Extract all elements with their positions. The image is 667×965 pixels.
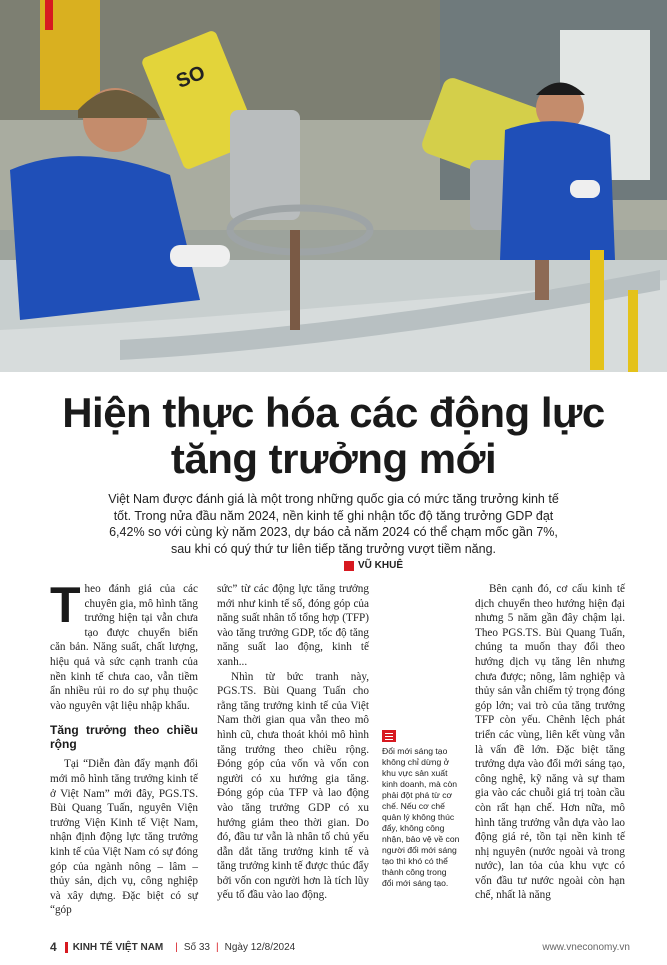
article-column-1 (50, 577, 198, 918)
pull-quote (382, 730, 460, 889)
separator: | (216, 941, 219, 953)
issue-date: Ngày 12/8/2024 (224, 941, 296, 953)
author-name: VŨ KHUÊ (358, 560, 404, 571)
paragraph: sức” từ các động lực tăng trưởng mới như kinh tế số, đóng góp của năng suất nhân tố tổng hợp (TFP) vào tăng trưởng GDP, tốc độ tăng năng suất lao động, kinh tế xanh... (217, 583, 369, 668)
paragraph: Tại “Diễn đàn đẩy mạnh đổi mới mô hình tăng trưởng kinh tế ở Việt Nam” mới đây, PGS.TS. Bùi Quang Tuấn, nguyên Viện trưởng Viện Kinh tế Việt Nam, nhận định động lực tăng trưởng kinh tế của Việt Nam có sự đóng góp của ngành nông – lâm – thủy sản, dịch vụ, công nghiệp và xây dựng. Đặc biệt có sự “góp (50, 758, 198, 917)
drop-cap: T (50, 577, 81, 633)
paragraph: Nhìn từ bức tranh này, PGS.TS. Bùi Quang Tuấn cho rằng tăng trưởng kinh tế của Việt Nam thời gian qua vẫn theo mô hình cũ, chưa thoát khỏi mô hình tăng trưởng theo chiều rộng. Đóng góp của vốn và vốn con người có xu hướng gia tăng. Đóng góp của TFP và lao động vào tăng trưởng GDP có xu hướng giảm theo thời gian. Do đó, đầu tư vẫn là nhân tố chủ yếu dẫn dắt tăng trưởng kinh tế và tăng trưởng kinh tế được thúc đẩy bởi vốn con người hơn là tích lũy yếu tố đầu vào lao động. (217, 670, 369, 902)
pull-quote-text: Đổi mới sáng tạo không chỉ dừng ở khu vực sản xuất kinh doanh, mà còn phải đột phá từ cơ chế. Nếu cơ chế quản lý không thúc đẩy, không công nhận, bảo vệ về con người đổi mới sáng tạo thì khó có thể thành công trong đổi mới sáng tạo. (382, 746, 460, 888)
page-number: 4 (50, 940, 57, 954)
article-column-2 (217, 582, 369, 903)
accent-bar (45, 0, 53, 30)
footer-accent-bar (65, 942, 68, 953)
separator: | (175, 941, 178, 953)
website-link[interactable]: www.vneconomy.vn (542, 941, 630, 953)
article-column-3 (475, 582, 625, 903)
factory-workers-illustration (0, 0, 667, 372)
article-lead: Việt Nam được đánh giá là một trong những quốc gia có mức tăng trưởng kinh tế tốt. Trong nửa đầu năm 2024, nền kinh tế ghi nhận tốc độ tăng trưởng GDP đạt 6,42% so với cùng kỳ năm 2023, dự báo cả năm 2024 có thể chạm mốc gần 7%, sau khi có quý thứ tư liên tiếp tăng trưởng vượt tiềm năng. (108, 492, 559, 556)
page-footer (50, 940, 630, 954)
article-title-line2: tăng trưởng mới (170, 435, 497, 482)
svg-text:SO: SO (173, 61, 209, 93)
hero-photo (0, 0, 667, 372)
quote-icon (382, 730, 396, 742)
issue-number: Số 33 (183, 941, 210, 953)
pen-icon (344, 561, 354, 571)
magazine-name: KINH TẾ VIỆT NAM (72, 941, 164, 953)
section-subhead: Tăng trưởng theo chiều rộng (50, 723, 198, 752)
paragraph: Bên cạnh đó, cơ cấu kinh tế dịch chuyển theo hướng hiện đại nhưng 5 năm gần đây chậm lại. Theo PGS.TS. Bùi Quang Tuấn, chúng ta muốn thay đổi theo hướng dịch vụ tăng lên nhưng chưa được; nông, lâm nghiệp và thủy sản vẫn chiếm tỷ trọng đóng góp lớn; vai trò của tăng trưởng TFP còn yếu. Chênh lệch phát triển các vùng, liên kết vùng vẫn là vấn đề lớn. Đặc biệt tăng trưởng dựa vào đổi mới sáng tạo, công nghệ, kỹ năng và sự tham gia vào các chuỗi giá trị toàn cầu còn rất hạn chế. Hơn nữa, mô hình tăng trưởng vẫn dựa vào lao động giá rẻ, tồn tại nền kinh tế nhị nguyên (nước ngoài và trong nước), lan tỏa của khu vực có vốn đầu tư nước ngoài còn hạn chế, nhất là năng (475, 583, 625, 902)
article-title-line1: Hiện thực hóa các động lực (62, 389, 605, 436)
author-byline (344, 560, 403, 571)
paragraph: heo đánh giá của các chuyên gia, mô hình tăng trưởng hiện tại vẫn chưa tạo được chuyển biến căn bản. Năng suất, chất lượng, hiệu quả và sức cạnh tranh của nền kinh tế chưa cao, vẫn tiềm ẩn nhiều rủi ro do sự phụ thuộc vào nguyên vật liệu nhập khẩu. (50, 583, 198, 712)
